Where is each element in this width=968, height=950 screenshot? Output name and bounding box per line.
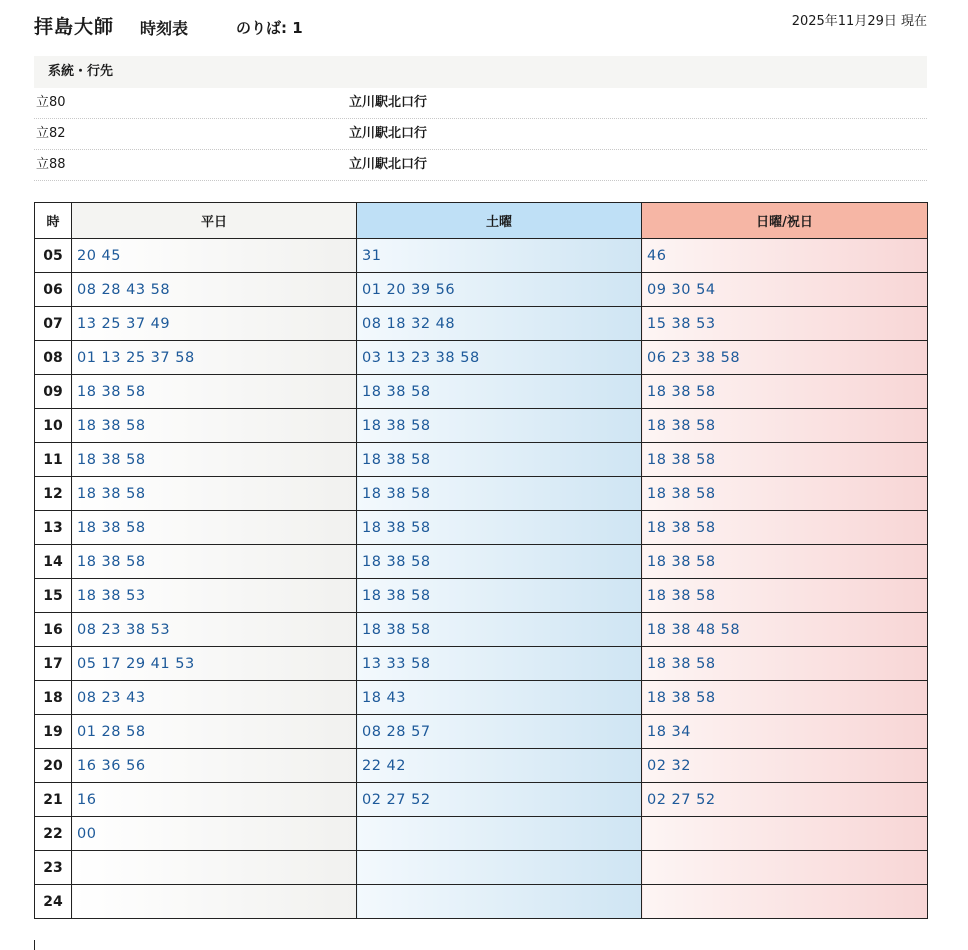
weekday-times: 20 45 bbox=[72, 239, 357, 273]
timetable-row bbox=[35, 783, 928, 817]
weekday-times: 16 bbox=[72, 783, 357, 817]
weekday-times: 18 38 58 bbox=[72, 375, 357, 409]
timetable-row bbox=[35, 511, 928, 545]
weekday-times: 18 38 58 bbox=[72, 545, 357, 579]
saturday-times: 18 38 58 bbox=[357, 511, 642, 545]
document-type: 時刻表 bbox=[140, 19, 189, 38]
sunday-holiday-times bbox=[642, 885, 928, 919]
saturday-times: 18 38 58 bbox=[357, 477, 642, 511]
hour-cell: 23 bbox=[35, 851, 72, 885]
hour-cell: 20 bbox=[35, 749, 72, 783]
timetable-row bbox=[35, 545, 928, 579]
weekday-times: 00 bbox=[72, 817, 357, 851]
timetable-row bbox=[35, 817, 928, 851]
timetable-row bbox=[35, 715, 928, 749]
sunday-holiday-times: 18 38 48 58 bbox=[642, 613, 928, 647]
saturday-times: 18 38 58 bbox=[357, 409, 642, 443]
weekday-times: 05 17 29 41 53 bbox=[72, 647, 357, 681]
platform-number: のりば: 1 bbox=[236, 19, 303, 37]
weekday-times: 18 38 58 bbox=[72, 511, 357, 545]
timetable-row bbox=[35, 307, 928, 341]
saturday-column-header: 土曜 bbox=[357, 203, 642, 239]
timetable-row bbox=[35, 477, 928, 511]
timetable-row bbox=[35, 851, 928, 885]
timetable-row bbox=[35, 239, 928, 273]
hour-cell: 08 bbox=[35, 341, 72, 375]
hour-cell: 24 bbox=[35, 885, 72, 919]
saturday-times: 31 bbox=[357, 239, 642, 273]
saturday-times: 01 20 39 56 bbox=[357, 273, 642, 307]
hour-cell: 13 bbox=[35, 511, 72, 545]
hour-cell: 14 bbox=[35, 545, 72, 579]
effective-date: 2025年11月29日 現在 bbox=[791, 14, 927, 29]
sunday-holiday-times: 09 30 54 bbox=[642, 273, 928, 307]
hour-cell: 19 bbox=[35, 715, 72, 749]
timetable-row bbox=[35, 613, 928, 647]
saturday-times bbox=[357, 851, 642, 885]
weekday-times bbox=[72, 885, 357, 919]
sunday-holiday-times: 46 bbox=[642, 239, 928, 273]
weekday-times: 18 38 58 bbox=[72, 443, 357, 477]
sunday-holiday-times bbox=[642, 851, 928, 885]
timetable-row bbox=[35, 579, 928, 613]
route-number: 立88 bbox=[36, 157, 66, 172]
saturday-times: 22 42 bbox=[357, 749, 642, 783]
weekday-times: 01 13 25 37 58 bbox=[72, 341, 357, 375]
hour-cell: 16 bbox=[35, 613, 72, 647]
saturday-times: 18 43 bbox=[357, 681, 642, 715]
timetable-row bbox=[35, 647, 928, 681]
route-number: 立80 bbox=[36, 95, 66, 110]
sunday-holiday-times: 18 38 58 bbox=[642, 579, 928, 613]
hour-cell: 18 bbox=[35, 681, 72, 715]
sunday-holiday-times: 18 38 58 bbox=[642, 647, 928, 681]
sunday-holiday-times: 18 38 58 bbox=[642, 477, 928, 511]
saturday-times: 18 38 58 bbox=[357, 375, 642, 409]
page-header bbox=[34, 8, 927, 42]
saturday-times: 03 13 23 38 58 bbox=[357, 341, 642, 375]
hour-cell: 15 bbox=[35, 579, 72, 613]
timetable bbox=[34, 202, 928, 919]
saturday-times: 18 38 58 bbox=[357, 443, 642, 477]
weekday-times: 16 36 56 bbox=[72, 749, 357, 783]
route-number: 立82 bbox=[36, 126, 66, 141]
route-destination: 立川駅北口行 bbox=[349, 126, 428, 141]
weekday-times: 08 23 43 bbox=[72, 681, 357, 715]
saturday-times: 18 38 58 bbox=[357, 613, 642, 647]
sunday-holiday-times: 02 27 52 bbox=[642, 783, 928, 817]
sunday-holiday-times: 06 23 38 58 bbox=[642, 341, 928, 375]
route-row bbox=[34, 88, 927, 119]
route-list bbox=[34, 56, 927, 181]
sunday-holiday-times: 18 38 58 bbox=[642, 545, 928, 579]
saturday-times bbox=[357, 817, 642, 851]
hour-column-header: 時 bbox=[35, 203, 72, 239]
route-row bbox=[34, 150, 927, 181]
hour-cell: 06 bbox=[35, 273, 72, 307]
route-row bbox=[34, 119, 927, 150]
weekday-column-header: 平日 bbox=[72, 203, 357, 239]
saturday-times: 18 38 58 bbox=[357, 579, 642, 613]
saturday-times: 18 38 58 bbox=[357, 545, 642, 579]
hour-cell: 21 bbox=[35, 783, 72, 817]
saturday-times: 13 33 58 bbox=[357, 647, 642, 681]
hour-cell: 07 bbox=[35, 307, 72, 341]
weekday-times: 18 38 53 bbox=[72, 579, 357, 613]
sunday-holiday-times: 15 38 53 bbox=[642, 307, 928, 341]
sunday-holiday-times: 18 38 58 bbox=[642, 511, 928, 545]
weekday-times: 18 38 58 bbox=[72, 409, 357, 443]
route-destination: 立川駅北口行 bbox=[349, 157, 428, 172]
sunday-holiday-times: 18 38 58 bbox=[642, 681, 928, 715]
sunday-holiday-column-header: 日曜/祝日 bbox=[642, 203, 928, 239]
timetable-row bbox=[35, 749, 928, 783]
hour-cell: 10 bbox=[35, 409, 72, 443]
hour-cell: 09 bbox=[35, 375, 72, 409]
weekday-times: 18 38 58 bbox=[72, 477, 357, 511]
sunday-holiday-times: 18 38 58 bbox=[642, 375, 928, 409]
timetable-row bbox=[35, 341, 928, 375]
station-name: 拝島大師 bbox=[34, 16, 115, 38]
timetable-header-row bbox=[35, 203, 928, 239]
hour-cell: 17 bbox=[35, 647, 72, 681]
weekday-times: 08 28 43 58 bbox=[72, 273, 357, 307]
hour-cell: 11 bbox=[35, 443, 72, 477]
weekday-times: 01 28 58 bbox=[72, 715, 357, 749]
timetable-row bbox=[35, 273, 928, 307]
sunday-holiday-times: 18 38 58 bbox=[642, 409, 928, 443]
timetable-row bbox=[35, 443, 928, 477]
sunday-holiday-times: 18 34 bbox=[642, 715, 928, 749]
timetable-row bbox=[35, 681, 928, 715]
route-list-heading: 系統・行先 bbox=[34, 56, 927, 88]
sunday-holiday-times bbox=[642, 817, 928, 851]
sunday-holiday-times: 02 32 bbox=[642, 749, 928, 783]
hour-cell: 12 bbox=[35, 477, 72, 511]
saturday-times bbox=[357, 885, 642, 919]
table-edge-line bbox=[34, 940, 35, 950]
timetable-row bbox=[35, 375, 928, 409]
saturday-times: 08 28 57 bbox=[357, 715, 642, 749]
saturday-times: 08 18 32 48 bbox=[357, 307, 642, 341]
sunday-holiday-times: 18 38 58 bbox=[642, 443, 928, 477]
weekday-times: 13 25 37 49 bbox=[72, 307, 357, 341]
hour-cell: 05 bbox=[35, 239, 72, 273]
timetable-row bbox=[35, 885, 928, 919]
hour-cell: 22 bbox=[35, 817, 72, 851]
weekday-times: 08 23 38 53 bbox=[72, 613, 357, 647]
saturday-times: 02 27 52 bbox=[357, 783, 642, 817]
route-destination: 立川駅北口行 bbox=[349, 95, 428, 110]
weekday-times bbox=[72, 851, 357, 885]
timetable-row bbox=[35, 409, 928, 443]
timetable-body bbox=[35, 239, 928, 919]
